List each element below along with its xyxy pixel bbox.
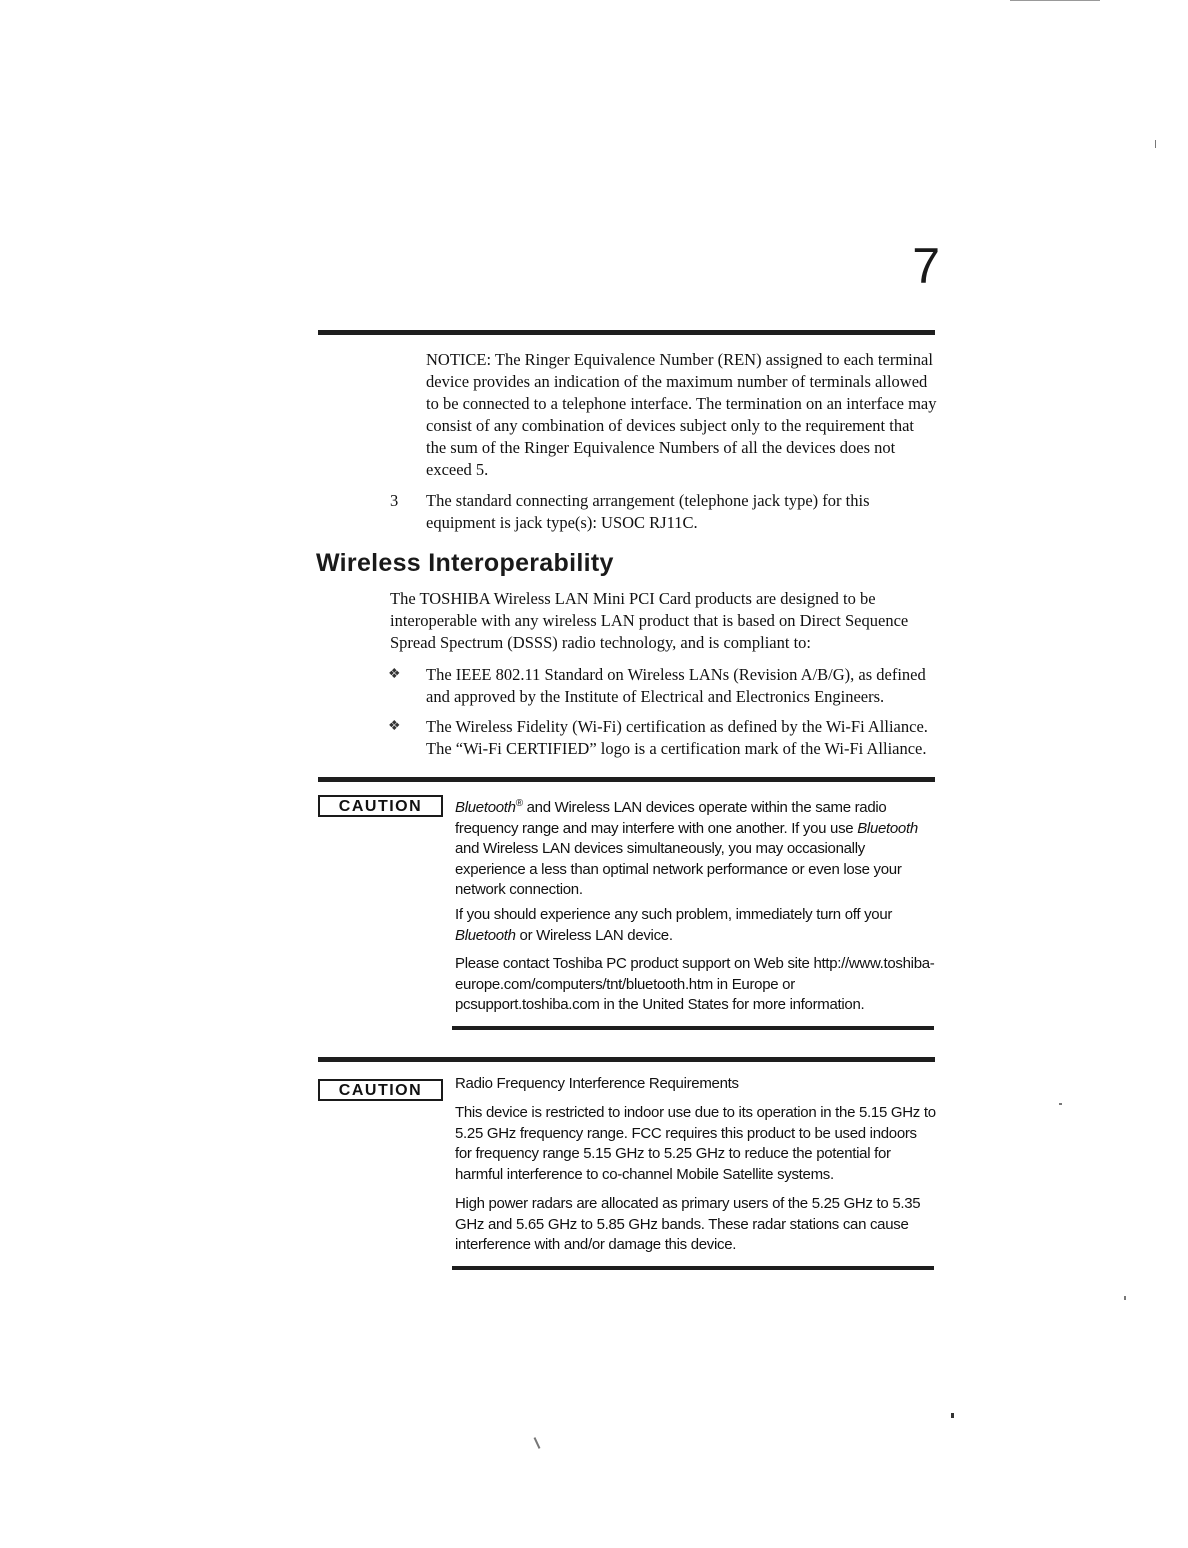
- caution-text: If you should experience any such problem, immediately turn off your: [455, 906, 893, 923]
- bullet-item: The IEEE 802.11 Standard on Wireless LANs (Revision A/B/G), as defined and approved by the Institute of Electrical and Electronics Engineers.: [426, 665, 926, 706]
- caution-paragraph: This device is restricted to indoor use due to its operation in the 5.15 GHz to 5.25 GHz frequency range. FCC requires this product to be used indoors for frequency range 5.15 GHz to 5.25 GHz to reduce the potential for harmful interference to co-channel Mobile Satellite systems.: [455, 1104, 936, 1183]
- top-rule: [318, 330, 935, 335]
- bluetooth-term: Bluetooth: [455, 926, 516, 944]
- caution-paragraph: [455, 905, 937, 946]
- diamond-bullet-icon: ❖: [388, 667, 401, 682]
- caution-top-rule: [318, 777, 935, 782]
- scan-speck: [951, 1413, 954, 1418]
- list-item-text: The standard connecting arrangement (telephone jack type) for this equipment is jack type(s): USOC RJ11C.: [426, 491, 870, 532]
- notice-paragraph: NOTICE: The Ringer Equivalence Number (REN) assigned to each terminal device provides an indication of the maximum number of terminals allowed to be connected to a telephone interface. The termination on an interface may consist of any combination of devices subject only to the requirement that the sum of the Ringer Equivalence Numbers of all the devices does not exceed 5.: [426, 350, 937, 479]
- bluetooth-term: Bluetooth: [455, 799, 516, 816]
- caution-paragraph: High power radars are allocated as primary users of the 5.25 GHz to 5.35 GHz and 5.65 GHz to 5.85 GHz bands. These radar stations can cause interference with and/or damage this device.: [455, 1195, 921, 1253]
- bullet-item: The Wireless Fidelity (Wi-Fi) certification as defined by the Wi-Fi Alliance. The “Wi-Fi CERTIFIED” logo is a certification mark of the Wi-Fi Alliance.: [426, 717, 928, 758]
- caution-text: and Wireless LAN devices simultaneously, you may occasionally experience a less than optimal network performance or even lose your network connection.: [455, 840, 902, 898]
- section-heading: Wireless Interoperability: [316, 549, 614, 577]
- list-item-number: 3: [390, 491, 399, 510]
- bluetooth-term: Bluetooth: [857, 819, 918, 837]
- caution-paragraph: Please contact Toshiba PC product support on Web site http://www.toshiba-europe.com/computers/tnt/bluetooth.htm in Europe or pcsupport.toshiba.com in the United States for more information.: [455, 955, 935, 1013]
- registered-mark: ®: [515, 798, 523, 809]
- scan-speck: [1155, 140, 1156, 148]
- caution-title: Radio Frequency Interference Requirements: [455, 1075, 739, 1092]
- caution-badge: CAUTION: [318, 795, 443, 817]
- scan-speck: [1124, 1296, 1126, 1300]
- caution-top-rule: [318, 1057, 935, 1062]
- scan-speck: [534, 1437, 541, 1449]
- intro-paragraph: The TOSHIBA Wireless LAN Mini PCI Card products are designed to be interoperable with any wireless LAN product that is based on Direct Sequence Spread Spectrum (DSSS) radio technology, and is compliant to:: [390, 589, 909, 652]
- caution-text: or Wireless LAN device.: [515, 926, 673, 944]
- caution-text: and Wireless LAN devices operate within the same radio frequency range and may interfere with one another. If you use: [455, 799, 887, 837]
- caution-paragraph: [455, 794, 937, 901]
- caution-bottom-rule: [452, 1266, 934, 1270]
- scan-edge-line: [1010, 0, 1100, 1]
- scan-speck: [1059, 1103, 1062, 1105]
- diamond-bullet-icon: ❖: [388, 719, 401, 734]
- page-number: 7: [912, 238, 940, 294]
- caution-bottom-rule: [452, 1026, 934, 1030]
- caution-badge: CAUTION: [318, 1079, 443, 1101]
